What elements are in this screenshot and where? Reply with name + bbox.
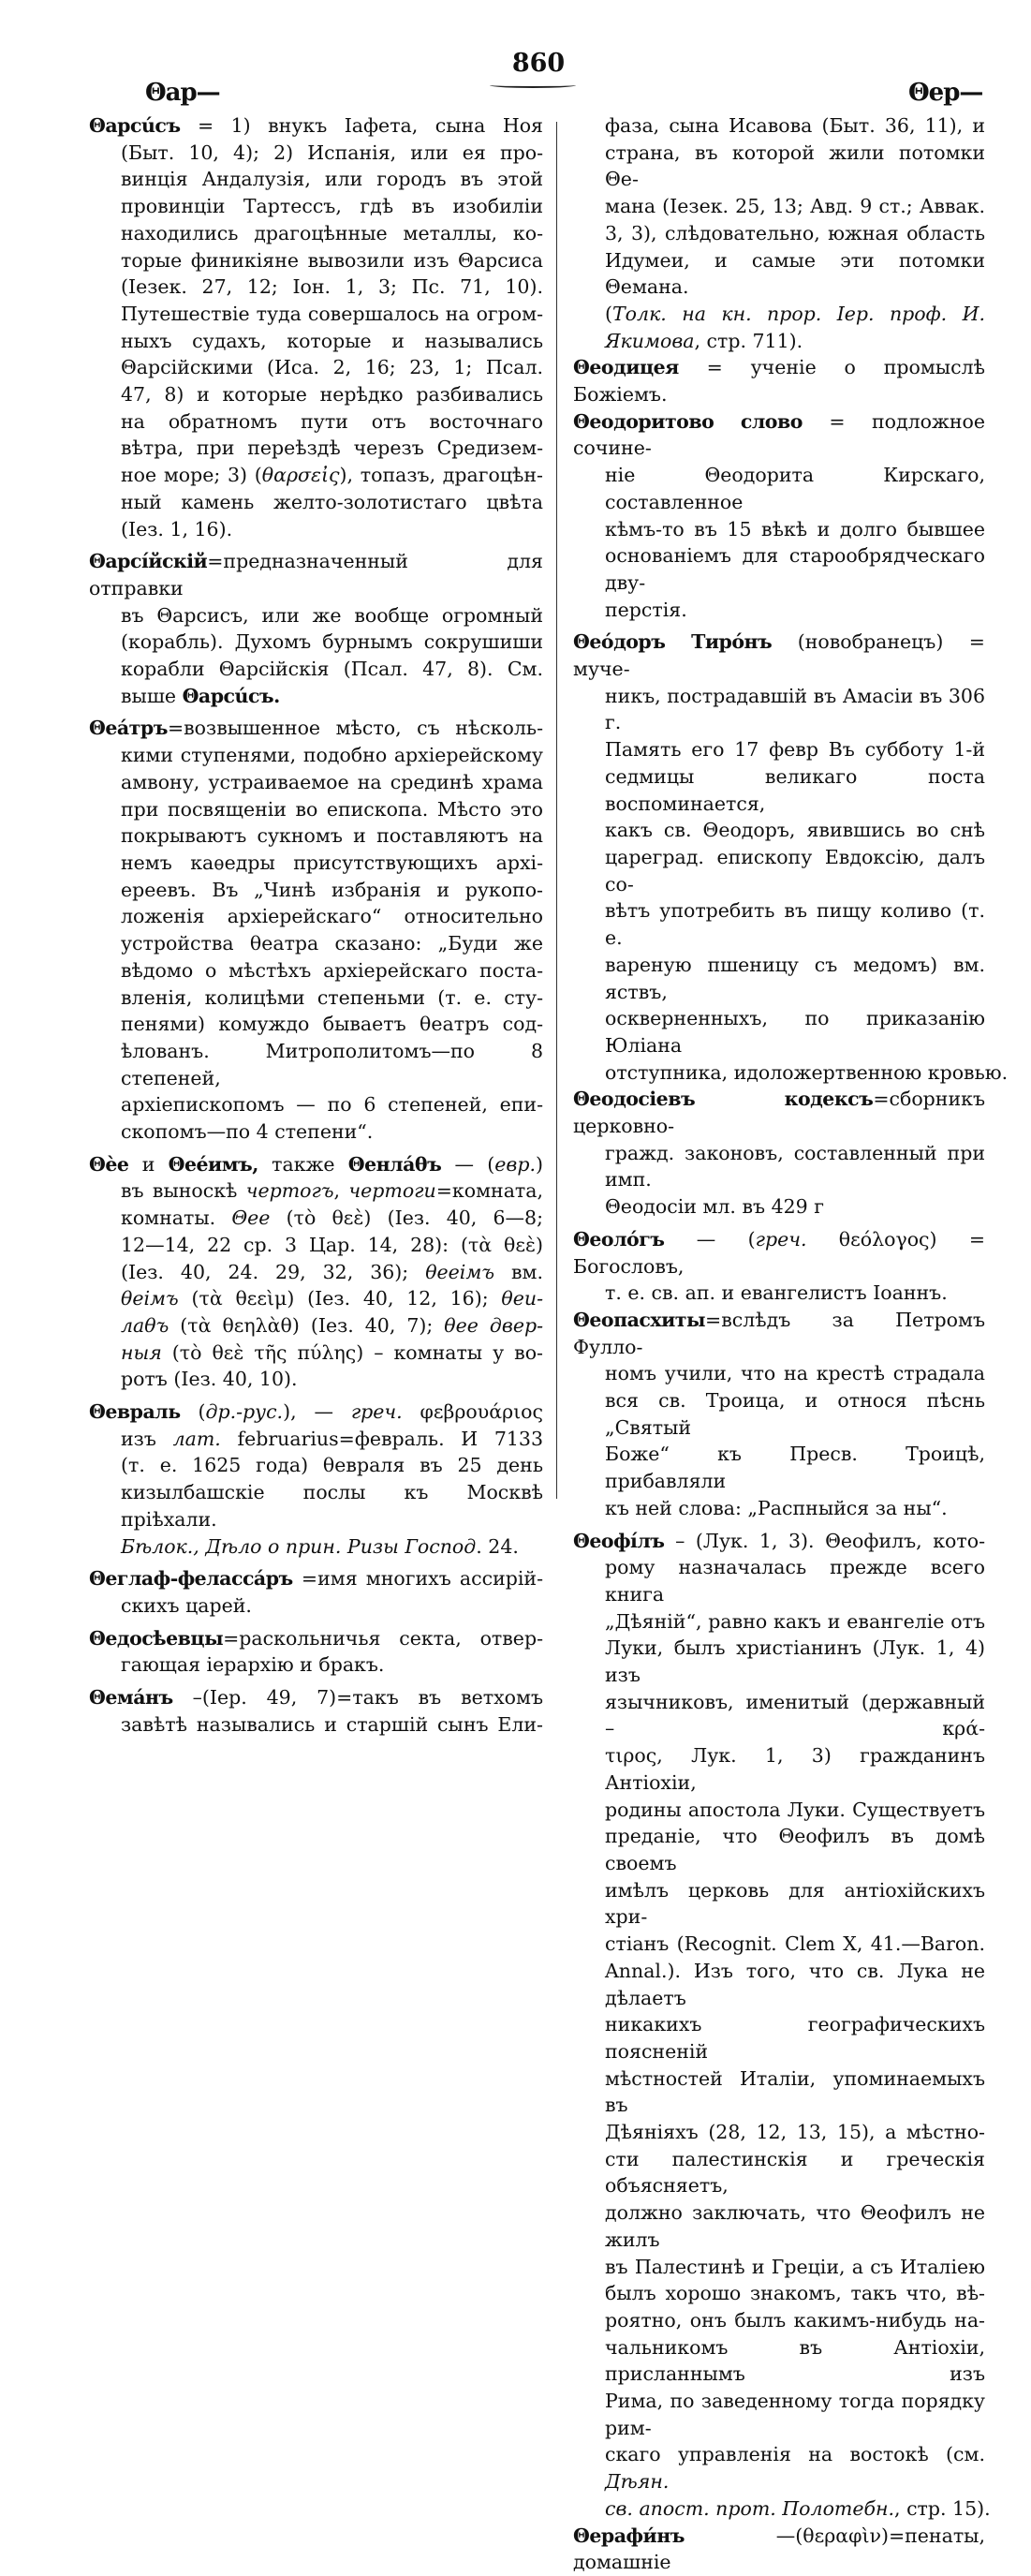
definition-text: изъ [121, 1427, 173, 1450]
text-line [89, 1452, 543, 1479]
text-line [573, 2495, 991, 2523]
text-line [89, 877, 543, 904]
definition-text: =комната, [435, 1179, 543, 1203]
headword: Θерафи́нъ [573, 2524, 685, 2547]
definition-text: вся св. Троица, и относя пѣснь „Святый [605, 1389, 985, 1439]
definition-text: =раскольничья секта, отвер- [223, 1626, 543, 1650]
definition-text: архіепископомъ — по 6 степеней, епи- [121, 1093, 543, 1117]
italic-text: др.-рус. [205, 1400, 284, 1424]
text-line [89, 683, 543, 710]
definition-text: ное море; 3) ( [121, 464, 262, 487]
text-line [573, 112, 985, 140]
italic-text: θееімъ [425, 1260, 495, 1283]
definition-text: februarius=февраль. И 7133 [220, 1427, 543, 1450]
definition-text: –(Іер. 49, 7)=такъ въ ветхомъ [172, 1686, 543, 1710]
italic-text: Дѣян. [605, 2470, 670, 2494]
definition-text: номъ учили, что на крестѣ страдала [605, 1362, 985, 1385]
text-line [573, 1193, 985, 1221]
definition-text: язычниковъ, именитый (державный – κρά- [605, 1690, 985, 1740]
text-line [89, 957, 543, 985]
text-line [573, 1280, 985, 1307]
text-line [573, 2280, 985, 2307]
headword: Θеофíлъ [573, 1529, 665, 1552]
definition-text: вѣтъ употребить въ пищу коливо (т. е. [605, 899, 985, 950]
text-line [573, 1554, 985, 1607]
text-line [573, 2388, 985, 2441]
definition-text: Рима, по заведенному тогда порядку рим- [605, 2390, 985, 2439]
entry-line [573, 1226, 985, 1280]
definition-text: сти палестинскія и греческія объясняетъ, [605, 2147, 985, 2198]
text-line [89, 489, 543, 516]
text-line [89, 1177, 543, 1205]
definition-text: имѣлъ церковь для антіохійскихъ хри- [605, 1878, 985, 1929]
entry-line [573, 1307, 985, 1360]
definition-text: 3, 3), слѣдовательно, южная область [605, 221, 985, 244]
italic-text: ныя [121, 1340, 162, 1364]
text-line [89, 1232, 543, 1259]
definition-text: (τὰ θεεὶμ) (Іез. 40, 12, 16); [178, 1287, 502, 1310]
definition-text: (τὰ θεηλὰθ) (Іез. 40, 7); [169, 1313, 445, 1337]
entry-line [89, 1684, 543, 1711]
text-line [89, 408, 543, 436]
definition-text: былъ хорошо знакомъ, такъ что, вѣ- [605, 2282, 985, 2305]
headword: Θеглаф-фелассáръ [89, 1567, 293, 1591]
text-line [89, 1592, 543, 1620]
italic-text: чертогъ [245, 1179, 334, 1203]
text-line [573, 844, 985, 897]
left-column [89, 112, 543, 1738]
text-line [573, 220, 985, 247]
definition-text: и [128, 1152, 169, 1176]
definition-text: мѣстностей Италіи, упоминаемыхъ въ [605, 2066, 985, 2117]
definition-text: фаза, сына Исавова (Быт. 36, 11), и [605, 114, 985, 137]
definition-text: мана (Іезек. 25, 13; Авд. 9 ст.; Аввак. [605, 195, 985, 218]
text-line [89, 1711, 543, 1739]
text-line [573, 2441, 985, 2495]
definition-text: =вслѣдъ за Петромъ Фулло- [573, 1308, 985, 1358]
definition-text: къ ней слова: „Распныйся за ны“. [605, 1496, 948, 1519]
definition-text: основаніемъ для старообрядческаго дву- [605, 544, 985, 594]
text-line [573, 1877, 985, 1931]
right-column [573, 112, 1009, 2576]
definition-text: ), топазъ, драгоцѣн- [339, 464, 543, 487]
definition-text: ) [536, 1152, 543, 1176]
definition-text: т. е. св. ап. и евангелистъ Іоаннъ. [605, 1281, 948, 1305]
definition-text: въ Палестинѣ и Греціи, а съ Италіею [605, 2255, 985, 2278]
definition-text: отступника, идоложертвенною кровью. [605, 1060, 1009, 1084]
definition-text: φεβρουάριος [402, 1400, 543, 1424]
entry-line [89, 1625, 543, 1652]
text-line [573, 897, 985, 951]
text-line [573, 1797, 985, 1824]
definition-text: комнаты. [121, 1207, 232, 1230]
definition-text: пенями) комуждо бываетъ θеатръ сод- [121, 1013, 543, 1036]
definition-text: находились драгоцѣнные металлы, ко- [121, 221, 543, 244]
text-line [573, 1059, 1009, 1087]
text-line [89, 1651, 543, 1679]
text-line [89, 850, 543, 877]
entry-line [573, 629, 985, 682]
italic-text: θеімъ [121, 1287, 179, 1310]
definition-text: вареную пшеницу съ медомъ) вм. яствъ, [605, 953, 985, 1003]
definition-text: ніе Θеодорита Кирскаго, составленное [605, 464, 985, 513]
text-line [573, 462, 985, 515]
entry-line [573, 1528, 985, 1555]
text-line [573, 301, 985, 328]
text-line [573, 140, 985, 193]
italic-text: лат. [172, 1427, 221, 1450]
italic-text: греч. [350, 1400, 403, 1424]
text-line [89, 140, 543, 167]
text-line [573, 683, 985, 736]
text-line [573, 817, 985, 844]
definition-text: перстія. [605, 598, 687, 621]
definition-text: кими ступенями, подобно архіерейскому [121, 744, 543, 767]
running-head-right: Θер— [908, 79, 983, 107]
definition-text: при посвященіи во епископа. Мѣсто это [121, 797, 543, 821]
definition-text: . 24. [476, 1534, 519, 1558]
text-line [89, 1091, 543, 1118]
definition-text: 47, 8) и которые нерѣдко разбивались [121, 383, 543, 407]
definition-text: ѣлованъ. Митрополитомъ—по 8 степеней, [121, 1039, 543, 1089]
text-line [89, 274, 543, 301]
text-line [573, 247, 985, 301]
definition-text: должно заключать, что Θеофилъ не жилъ [605, 2201, 985, 2251]
headword: Θеодоритово слово [573, 409, 803, 433]
definition-text: никъ, пострадавшій въ Амасіи въ 306 г. [605, 684, 985, 734]
text-line [89, 1366, 543, 1393]
definition-text: покрываютъ сукномъ и поставляютъ на [121, 824, 543, 848]
text-line [573, 597, 985, 624]
entry-line [89, 715, 543, 742]
text-line [89, 1205, 543, 1232]
text-line [89, 796, 543, 823]
definition-text: — ( [441, 1152, 495, 1176]
definition-text: 12—14, 22 ср. 3 Цар. 14, 28): (τὰ θεὲ) [121, 1233, 543, 1256]
definition-text: оскверненныхъ, по приказанію Юліана [605, 1007, 985, 1057]
entry-line [89, 1399, 543, 1426]
text-line [89, 1312, 543, 1340]
definition-text: (τὸ θεὲ τῆς πύλης) – комнаты у во- [161, 1340, 543, 1364]
headword: Θенлáθъ [347, 1152, 442, 1176]
definition-text: „Дѣяній“, равно какъ и евангеліе отъ [605, 1609, 985, 1633]
text-line [89, 435, 543, 462]
definition-text: – (Лук. 1, 3). Θеофилъ, кото- [664, 1529, 985, 1552]
text-line [573, 1005, 985, 1059]
text-line [573, 952, 985, 1005]
text-line [573, 763, 985, 817]
definition-text: винція Андалузія, или городъ въ этой [121, 168, 543, 191]
text-line [89, 516, 543, 543]
definition-text: никакихъ географическихъ поясненій [605, 2013, 985, 2063]
italic-text: чертоги [348, 1179, 436, 1203]
entry-line [89, 548, 543, 601]
definition-text: преданіе, что Θеофилъ въ домѣ своемъ [605, 1825, 985, 1874]
text-line [89, 220, 543, 247]
text-line [573, 1635, 985, 1688]
definition-text: , [333, 1179, 349, 1203]
text-line [89, 166, 543, 193]
headword: Θарсúсъ [89, 114, 181, 137]
definition-text: τιρος, Лук. 1, 3) гражданинъ Антіохіи, [605, 1744, 985, 1794]
text-line [573, 1742, 985, 1796]
headword: Θедосѣевцы [89, 1626, 224, 1650]
text-line [573, 1360, 985, 1387]
definition-text: , стр. 711). [694, 329, 803, 352]
text-line [89, 985, 543, 1012]
definition-text: Annal.). Изъ того, что св. Лука не дѣлаетъ [605, 1959, 985, 2009]
definition-text: — ( [664, 1227, 756, 1251]
definition-text: = 1) внукъ Іафета, сына Ноя [180, 114, 543, 137]
definition-text: (Быт. 10, 4); 2) Испанія, или ея про- [121, 141, 543, 164]
definition-text: роятно, онъ былъ какимъ-нибудь на- [605, 2308, 985, 2332]
text-line [89, 1426, 543, 1453]
definition-text: рому назначалась прежде всего книга [605, 1556, 985, 1606]
definition-text: ( [180, 1400, 206, 1424]
text-line [89, 1259, 543, 1286]
text-line [573, 193, 985, 220]
definition-text: ( [605, 302, 612, 325]
text-line [573, 2146, 985, 2199]
headword: Θеéимъ, [168, 1152, 258, 1176]
definition-text: въ Θарсисъ, или же вообще огромный [121, 603, 543, 627]
definition-text: ротъ (Іез. 40, 10). [121, 1368, 298, 1391]
entry-line [89, 112, 543, 140]
definition-text: вленія, колицѣми степеньми (т. е. сту- [121, 985, 543, 1009]
italic-text: Толк. на кн. прор. Іер. проф. И. [612, 302, 985, 325]
italic-text: θαρσεἰς [261, 464, 340, 487]
text-line [89, 462, 543, 489]
text-line [89, 769, 543, 796]
text-line [89, 301, 543, 328]
entry-line [573, 1086, 985, 1139]
definition-text: корабли Θарсійскія (Псал. 47, 8). См. [121, 658, 543, 681]
text-line [573, 2119, 985, 2146]
text-line [89, 247, 543, 274]
definition-text: кѣмъ-то въ 15 вѣкѣ и долго бывшее [605, 517, 985, 540]
entry-line [89, 1151, 543, 1178]
definition-text: провинціи Тартессъ, гдѣ въ изобиліи [121, 195, 543, 218]
definition-text: вѣдомо о мѣстѣхъ архіерейскаго поста- [121, 958, 543, 982]
italic-text: Якимова [605, 329, 695, 352]
italic-text: лаθъ [121, 1313, 169, 1337]
entry-line [89, 1565, 543, 1592]
definition-text: =возвышенное мѣсто, съ нѣсколь- [167, 717, 543, 740]
text-line [573, 542, 985, 596]
entry-line [573, 354, 985, 407]
text-line [89, 1011, 543, 1038]
text-line [89, 1038, 543, 1091]
page-number: 860 [511, 49, 566, 78]
text-line [89, 930, 543, 957]
text-line [573, 328, 985, 355]
text-line [89, 1340, 543, 1367]
text-line [89, 1118, 543, 1146]
italic-text: св. апост. прот. Полотебн. [605, 2496, 895, 2520]
definition-text: родины апостола Луки. Существуетъ [605, 1798, 985, 1821]
text-line [573, 2307, 985, 2334]
text-line [89, 381, 543, 408]
italic-text: Θее [231, 1207, 271, 1230]
definition-text: (Іез. 40, 24. 29, 32, 36); [121, 1260, 426, 1283]
definition-text: устройства θеатра сказано: „Буди же [121, 932, 543, 955]
headword: Θеолóгъ [573, 1227, 665, 1251]
text-line [89, 903, 543, 930]
definition-text: , стр. 15). [894, 2496, 991, 2520]
italic-text: Бѣлок., Дѣло о прин. Ризы Господ [121, 1534, 477, 1558]
definition-text: (Іез. 1, 16). [121, 517, 233, 540]
text-line [89, 742, 543, 769]
definition-text: также [258, 1152, 348, 1176]
definition-text: завѣтѣ назывались и старшій сынъ Ели- [121, 1712, 543, 1736]
definition-text: цареград. епископу Евдоксію, далъ со- [605, 845, 985, 896]
text-line [573, 2254, 985, 2281]
italic-text: греч. [755, 1227, 807, 1251]
definition-text: =сборникъ церковно- [573, 1088, 985, 1138]
definition-text: кизылбашскіе послы къ Москвѣ пріѣхали. [121, 1481, 543, 1531]
definition-text: Боже“ къ Пресв. Троицѣ, прибавляли [605, 1443, 985, 1493]
definition-text: амвону, устраиваемое на срединѣ храма [121, 770, 543, 793]
text-line [89, 602, 543, 629]
headword: Θеáтръ [89, 717, 168, 740]
headword: Θеодосіевъ кодексъ [573, 1088, 874, 1111]
text-line [573, 1387, 985, 1441]
definition-text: гающая іерархію и бракъ. [121, 1653, 385, 1677]
definition-text: ныхъ судахъ, которые и назывались [121, 329, 543, 352]
text-line [89, 328, 543, 355]
definition-text: ), — [283, 1400, 351, 1424]
definition-text: седмицы великаго поста воспоминается, [605, 764, 985, 815]
definition-text: (Іезек. 27, 12; Іон. 1, 3; Пс. 71, 10). [121, 275, 543, 299]
headword: Θеопасхиты [573, 1308, 706, 1331]
text-line [89, 822, 543, 850]
definition-text: выше [121, 684, 183, 707]
definition-text: Память его 17 февр Въ субботу 1-й [605, 738, 985, 762]
text-line [573, 1823, 985, 1876]
definition-text: на обратномъ пути отъ восточнаго [121, 409, 543, 433]
headword: Θарсíйскій [89, 550, 208, 573]
definition-text: въ выноскѣ [121, 1179, 246, 1203]
entry-line [573, 408, 985, 462]
definition-text: Θеодосіи мл. въ 429 г [605, 1195, 824, 1219]
definition-text: Путешествіе туда совершалось на огром- [121, 302, 543, 325]
definition-text: Дѣяніяхъ (28, 12, 13, 15), а мѣстно- [605, 2121, 985, 2144]
text-line [89, 1479, 543, 1532]
text-line [89, 193, 543, 220]
definition-text: ный камень желто-золотистаго цвѣта [121, 490, 543, 513]
definition-text: (т. е. 1625 года) θевраля въ 25 день [121, 1454, 543, 1477]
definition-text: торые финикіяне вывозили изъ Θарсиса [121, 248, 543, 272]
italic-text: евр. [494, 1152, 536, 1176]
text-line [573, 1958, 985, 2011]
definition-text: =предназначенный для отправки [89, 550, 543, 600]
definition-text: скаго управленія на востокѣ (см. [605, 2443, 985, 2466]
definition-text: стіанъ (Recognit. Clem X, 41.—Baron. [605, 1932, 985, 1956]
headword: Θеóдоръ Тирóнъ [573, 630, 773, 654]
text-line [89, 1285, 543, 1312]
definition-text: ложенія архіерейскаго“ относительно [121, 905, 543, 928]
definition-text: = ученіе о промыслѣ Божіемъ. [573, 356, 985, 407]
text-line [89, 656, 543, 683]
running-head-left: Θар— [145, 79, 220, 107]
definition-text: вѣтра, при переѣздѣ черезъ Средизем- [121, 437, 543, 460]
definition-text: страна, въ которой жили потомки Θе- [605, 141, 985, 191]
text-line [89, 629, 543, 656]
headword: Θèе [89, 1152, 129, 1176]
text-line [573, 2199, 985, 2253]
definition-text: вм. [494, 1260, 543, 1283]
definition-text: гражд. законовъ, составленный при имп. [605, 1141, 985, 1192]
text-line [573, 1140, 985, 1193]
definition-text: —(θεραφὶν)=пенаты, домашніе [573, 2524, 985, 2574]
definition-text: Идумеи, и самые эти потомки Θемана. [605, 248, 985, 299]
column-divider [556, 122, 557, 1499]
text-line [573, 516, 985, 543]
text-line [573, 2065, 985, 2119]
definition-text: = подложное сочине- [573, 409, 985, 460]
definition-text: ереевъ. Въ „Чинѣ избранія и рукопо- [121, 878, 543, 901]
text-line [89, 354, 543, 381]
text-line [573, 736, 985, 763]
headword: Θеодицея [573, 356, 679, 379]
headword: Θарсúсъ. [182, 684, 280, 707]
definition-text: Луки, былъ христіанинъ (Лук. 1, 4) изъ [605, 1636, 985, 1687]
definition-text: =имя многихъ ассирій- [292, 1567, 543, 1591]
definition-text: какъ св. Θеодоръ, явившись во снѣ [605, 819, 985, 842]
definition-text: немъ каѳедры присутствующихъ архі- [121, 851, 543, 874]
text-line [573, 1608, 985, 1636]
text-line [573, 1441, 985, 1494]
text-line [573, 1689, 985, 1742]
text-line [573, 1495, 985, 1522]
text-line [573, 1931, 985, 1958]
entry-line [573, 2523, 985, 2576]
definition-text: (τὸ θεὲ) (Іез. 40, 6—8; [270, 1207, 543, 1230]
definition-text: θεόλογος) = Богословъ, [573, 1227, 985, 1278]
definition-text: скихъ царей. [121, 1593, 252, 1617]
italic-text: θеи- [501, 1287, 543, 1310]
text-line [573, 2334, 985, 2388]
text-line [573, 2011, 985, 2065]
definition-text: (новобранецъ) = муче- [573, 630, 985, 681]
definition-text: скопомъ—по 4 степени“. [121, 1120, 374, 1144]
page-number-rule [490, 82, 576, 88]
italic-text: θее двер- [444, 1313, 543, 1337]
headword: Θевраль [89, 1400, 181, 1424]
definition-text: (корабль). Духомъ бурнымъ сокрушиши [121, 630, 543, 654]
headword: Θемáнъ [89, 1686, 173, 1710]
definition-text: чальникомъ въ Антіохіи, присланнымъ изъ [605, 2335, 985, 2386]
definition-text: Θарсійскими (Иса. 2, 16; 23, 1; Псал. [121, 356, 543, 379]
text-line [89, 1533, 543, 1561]
